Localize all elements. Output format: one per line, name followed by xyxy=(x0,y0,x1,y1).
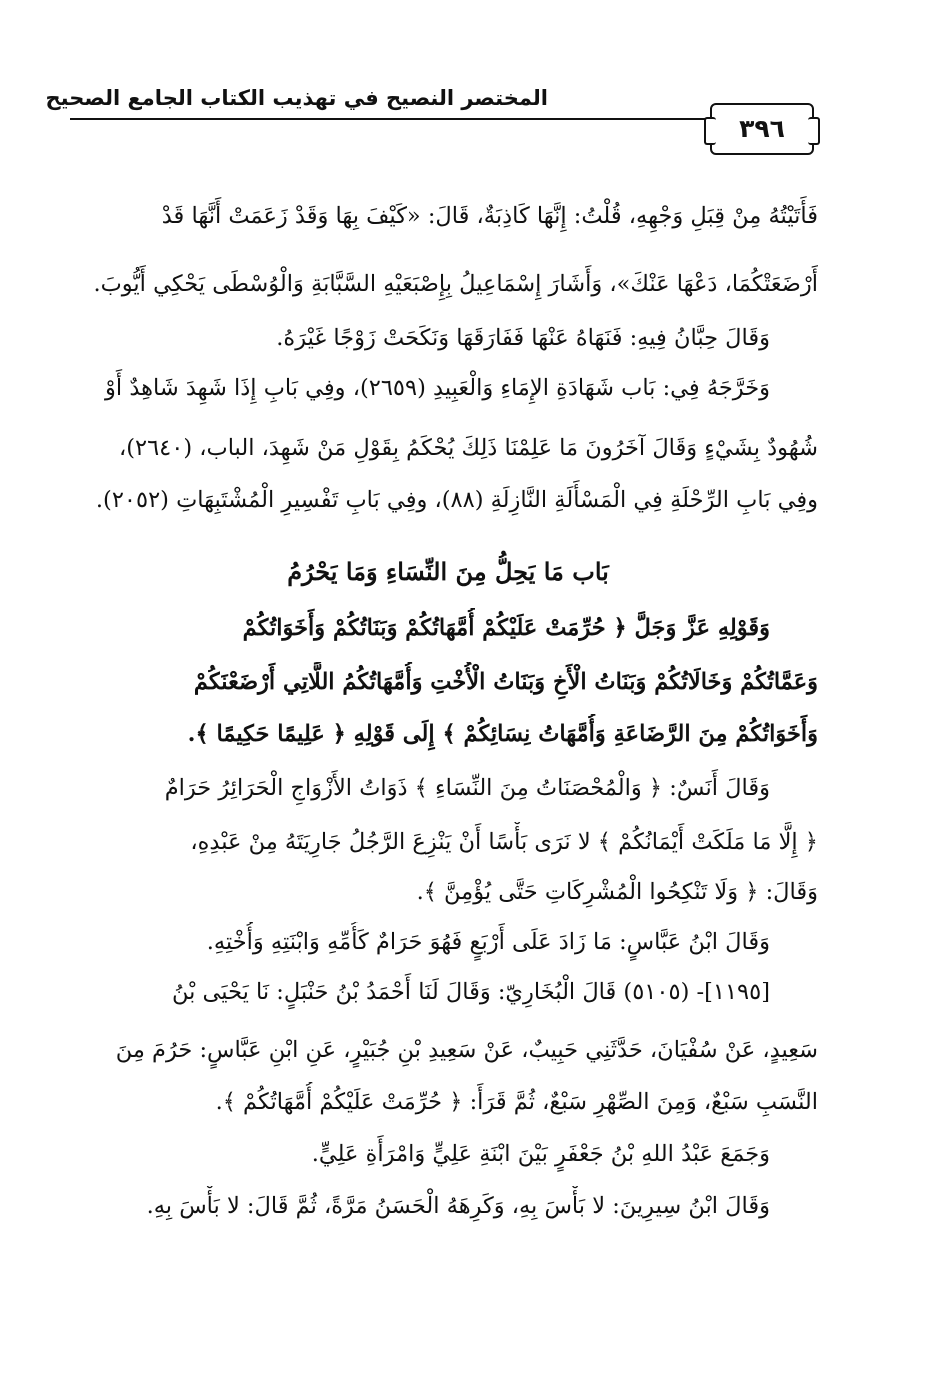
text-line-16: سَعِيدٍ، عَنْ سُفْيَانَ، حَدَّثَنِي حَبِيبٌ، عَنْ سَعِيدِ بْنِ جُبَيْرٍ، عَنِ ابْنِ عَبَّاسٍ: حَرُمَ مِنَ xyxy=(115,1037,818,1063)
text-line-4: وَخَرَّجَهُ فِي: بَاب شَهَادَةِ الإِمَاءِ وَالْعَبِيدِ (٢٦٥٩)، وفِي بَابِ إِذَا شَهِدَ شَاهِدٌ أَوْ xyxy=(105,375,770,401)
text-line-12: ﴿ إِلَّا مَا مَلَكَتْ أَيْمَانُكُمْ ﴾ لا نَرَى بَأْسًا أَنْ يَنْزِعَ الرَّجُلُ جَارِيَتَهُ مِنْ عَبْدِهِ، xyxy=(190,829,818,855)
header-rule xyxy=(70,118,710,120)
text-line-6: وفِي بَابِ الرِّحْلَةِ فِي الْمَسْأَلَةِ النَّازِلَةِ (٨٨)، وفِي بَابِ تَفْسِيرِ الْمُشْتَبِهَاتِ (٢٠٥٢). xyxy=(95,487,818,513)
text-line-17: النَّسَبِ سَبْعٌ، وَمِنَ الصِّهْرِ سَبْعٌ، ثُمَّ قَرَأَ: ﴿ حُرِّمَتْ عَلَيْكُمْ أُمَّهَاتُكُمْ ﴾. xyxy=(215,1089,818,1115)
text-line-11: وَقَالَ أَنَسٌ: ﴿ وَالْمُحْصَنَاتُ مِنَ النِّسَاءِ ﴾ ذَوَاتُ الأَزْوَاجِ الْحَرَائِرُ حَرَامٌ xyxy=(164,775,770,801)
page-number: ٣٩٦ xyxy=(710,103,814,155)
text-line-10: وَأَخَوَاتُكُمْ مِنَ الرَّضَاعَةِ وَأُمَّهَاتُ نِسَائِكُمْ ﴾ إِلَى قَوْلِهِ ﴿ عَلِيمًا حَكِيمًا ﴾. xyxy=(187,721,818,747)
text-line-2: أَرْضَعَتْكُمَا، دَعْهَا عَنْكَ»، وَأَشَارَ إِسْمَاعِيلُ بِإِصْبَعَيْهِ السَّبَّابَةِ وَالْوُسْطَى يَحْكِي أَيُّوبَ. xyxy=(93,271,818,297)
text-line-18: وَجَمَعَ عَبْدُ اللهِ بْنُ جَعْفَرٍ بَيْنَ ابْنَةِ عَلِيٍّ وَامْرَأَةِ عَلِيٍّ. xyxy=(311,1141,770,1167)
text-line-3: وَقَالَ حِبَّانُ فِيهِ: فَنَهَاهُ عَنْهَا فَفَارَقَهَا وَنَكَحَتْ زَوْجًا غَيْرَهُ. xyxy=(276,325,770,351)
text-line-9: وَعَمَّاتُكُمْ وَخَالَاتُكُمْ وَبَنَاتُ الْأَخِ وَبَنَاتُ الْأُخْتِ وَأُمَّهَاتُكُمُ اللَّاتِي أَرْضَعْنَكُمْ xyxy=(193,669,818,695)
chapter-heading: بَاب مَا يَحِلُّ مِنَ النِّسَاءِ وَمَا يَحْرُمُ xyxy=(287,557,609,586)
text-line-8: وَقَوْلِهِ عَزَّ وَجَلَّ ﴿ حُرِّمَتْ عَلَيْكُمْ أُمَّهَاتُكُمْ وَبَنَاتُكُمْ وَأَخَوَاتُكُمْ xyxy=(242,615,770,641)
text-line-5: شُهُودٌ بِشَيْءٍ وَقَالَ آخَرُونَ مَا عَلِمْنَا ذَلِكَ يُحْكَمُ بِقَوْلِ مَنْ شَهِدَ، الباب، (٢٦٤٠)، xyxy=(118,435,818,461)
text-line-14: وَقَالَ ابْنُ عَبَّاسٍ: مَا زَادَ عَلَى أَرْبَعٍ فَهُوَ حَرَامٌ كَأُمِّهِ وَابْنَتِهِ وَأُخْتِهِ. xyxy=(206,929,770,955)
text-line-19: وَقَالَ ابْنُ سِيرِينَ: لا بَأْسَ بِهِ، وَكَرِهَهُ الْحَسَنُ مَرَّةً، ثُمَّ قَالَ: لا بَأْسَ بِهِ. xyxy=(146,1193,770,1219)
text-line-13: وَقَالَ: ﴿ وَلَا تَنْكِحُوا الْمُشْرِكَاتِ حَتَّى يُؤْمِنَّ ﴾. xyxy=(416,879,818,905)
text-line-15: [١١٩٥]- (٥١٠٥) قَالَ الْبُخَارِيّ: وَقَالَ لَنَا أَحْمَدُ بْنُ حَنْبَلٍ: نَا يَحْيَى بْنُ xyxy=(171,979,770,1005)
running-header-title: المختصر النصيح في تهذيب الكتاب الجامع الصحيح xyxy=(45,86,548,110)
text-line-1: فَأَتَيْتُهُ مِنْ قِبَلِ وَجْهِهِ، قُلْتُ: إِنَّهَا كَاذِبَةٌ، قَالَ: «كَيْفَ بِهَا وَقَدْ زَعَمَتْ أَنَّهَا قَدْ xyxy=(161,203,818,229)
